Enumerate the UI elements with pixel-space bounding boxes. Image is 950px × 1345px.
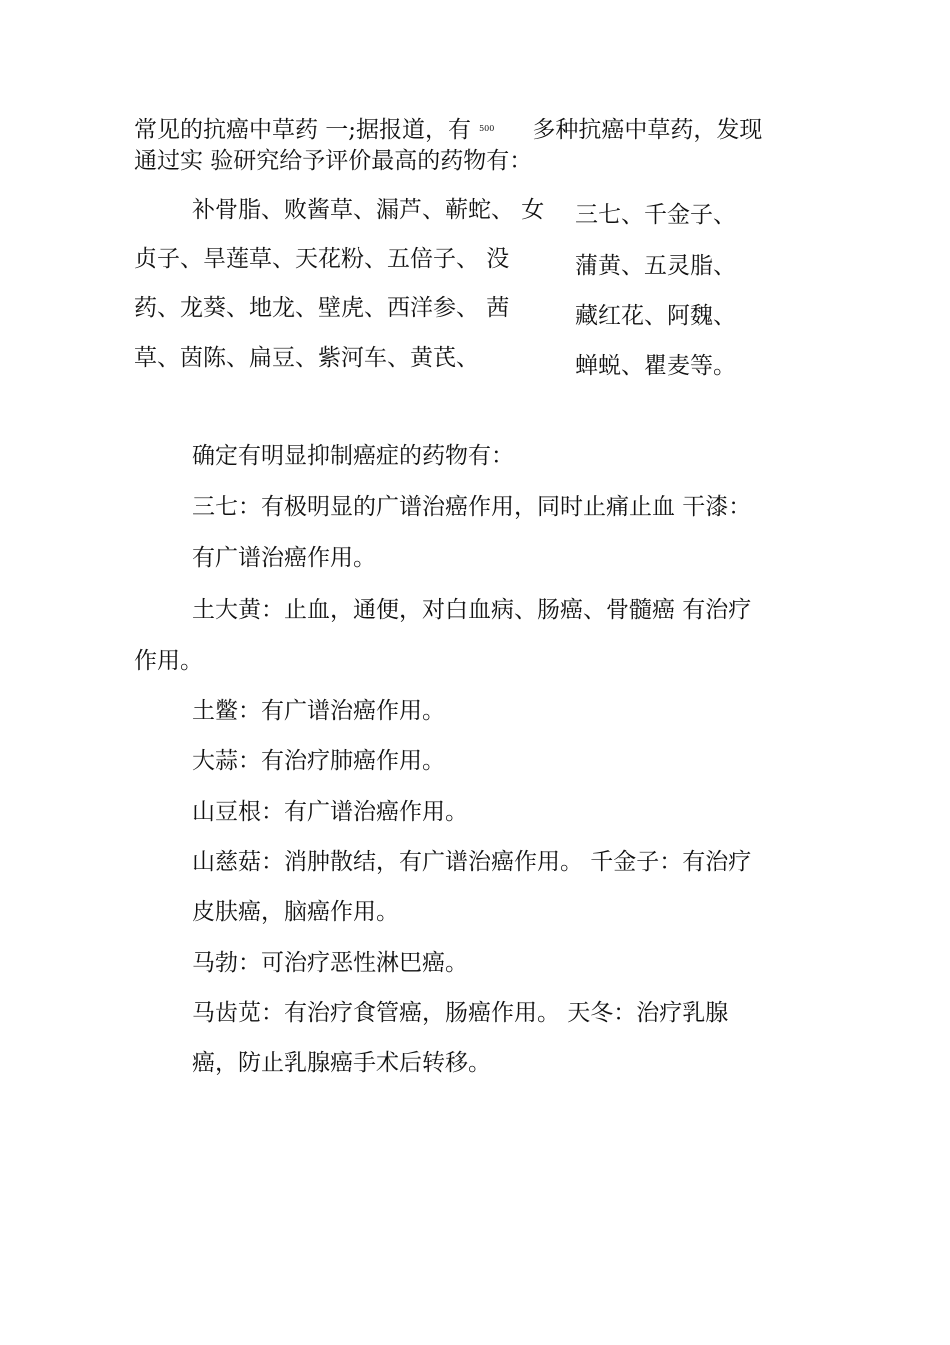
herb-item-line: 马齿苋：有治疗食管癌，肠癌作用。 天冬：治疗乳腺 [192,1000,729,1026]
intro-line-1 [134,114,762,145]
intro-line-2: 通过实 验研究给予评价最高的药物有： [134,148,533,174]
left-column-line: 草、茵陈、扁豆、紫河车、黄芪、 [134,345,479,371]
herb-item-line: 山豆根：有广谱治癌作用。 [192,799,468,825]
herb-item-line: 有广谱治癌作用。 [192,545,376,571]
herb-item-line: 皮肤癌，脑癌作用。 [192,899,399,925]
herb-item-line: 土大黄：止血，通便，对白血病、肠癌、骨髓癌 有治疗 [192,597,752,623]
herb-item-line: 山慈菇：消肿散结，有广谱治癌作用。 千金子：有治疗 [192,849,752,875]
left-column-line: 药、龙葵、地龙、壁虎、西洋参、 茜 [134,295,510,321]
count-superscript: 500 [479,124,495,133]
intro-text-a: 常见的抗癌中草药 一;据报道，有 [134,117,472,143]
herb-item-line: 土鳖：有广谱治癌作用。 [192,698,445,724]
right-column-line: 蝉蜕、瞿麦等。 [575,353,736,379]
herb-item-line: 大蒜：有治疗肺癌作用。 [192,748,445,774]
intro-text-b: 多种抗癌中草药，发现 [532,117,763,143]
herb-item-line: 癌，防止乳腺癌手术后转移。 [192,1050,491,1076]
right-column-line: 藏红花、阿魏、 [575,303,736,329]
right-column-line: 三七、千金子、 [575,202,736,228]
left-column-line: 补骨脂、败酱草、漏芦、蕲蛇、 女 [192,197,545,223]
left-column-line: 贞子、旱莲草、天花粉、五倍子、 没 [134,246,510,272]
herb-item-line: 三七：有极明显的广谱治癌作用，同时止痛止血 干漆： [192,494,752,520]
herb-item-line: 马勃：可治疗恶性淋巴癌。 [192,950,468,976]
section-title: 确定有明显抑制癌症的药物有： [192,443,514,469]
right-column-line: 蒲黄、五灵脂、 [575,253,736,279]
herb-item-line: 作用。 [134,648,203,674]
